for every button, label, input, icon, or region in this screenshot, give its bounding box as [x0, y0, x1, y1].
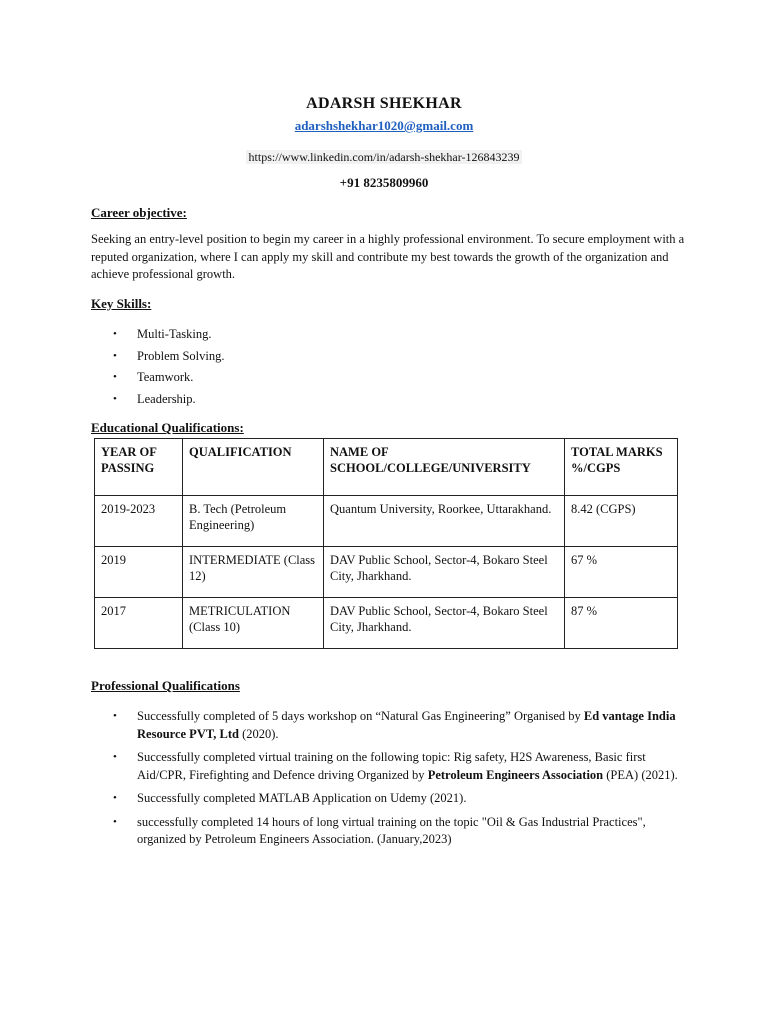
item-text: successfully completed 14 hours of long virtual training on the topic "Oil & Gas Industrial Practices", organized by Petroleum Engineers Association. (January,2023) [137, 814, 646, 846]
item-text-end: (2020). [238, 726, 279, 741]
list-item: • Teamwork. [91, 367, 225, 389]
list-item: • Leadership. [91, 389, 225, 411]
table-row [95, 496, 678, 547]
item-org: Ed vantage India Resource PVT, Ltd [137, 709, 676, 741]
cell-qualification: INTERMEDIATE (Class 12) [183, 547, 324, 598]
professional-heading: Professional Qualifications [91, 678, 240, 693]
cell-qualification: METRICULATION (Class 10) [183, 598, 324, 649]
cell-school: DAV Public School, Sector-4, Bokaro Steel City, Jharkhand. [324, 598, 565, 649]
col-header-qualification: QUALIFICATION [183, 439, 324, 496]
item-text: Successfully completed of 5 days workshop on “Natural Gas Engineering” Organised by [137, 709, 584, 723]
list-item [91, 814, 681, 849]
education-heading-text: Educational Qualifications: [91, 420, 244, 435]
item-text: Successfully completed MATLAB Application on Udemy (2021). [137, 791, 467, 805]
col-header-marks: TOTAL MARKS %/CGPS [565, 439, 678, 496]
email-line [0, 118, 768, 134]
phone-number: +91 8235809960 [339, 175, 429, 190]
key-skills-list [91, 324, 225, 410]
cell-marks: 8.42 (CGPS) [565, 496, 678, 547]
career-objective-heading: Career objective: [91, 205, 187, 220]
list-item: • Multi-Tasking. [91, 324, 225, 346]
list-item: • Problem Solving. [91, 346, 225, 368]
professional-list [91, 708, 681, 855]
education-heading [91, 420, 244, 436]
cell-school: Quantum University, Roorkee, Uttarakhand. [324, 496, 565, 547]
item-org: Petroleum Engineers Association [427, 767, 604, 782]
cell-qualification: B. Tech (Petroleum Engineering) [183, 496, 324, 547]
cell-school: DAV Public School, Sector-4, Bokaro Steel City, Jharkhand. [324, 547, 565, 598]
col-header-year: YEAR OF PASSING [95, 439, 183, 496]
cell-year: 2019-2023 [95, 496, 183, 547]
col-header-school: NAME OF SCHOOL/COLLEGE/UNIVERSITY [324, 439, 565, 496]
table-header-row [95, 439, 678, 496]
table-row [95, 547, 678, 598]
education-table [94, 438, 678, 649]
list-item [91, 749, 681, 784]
item-text-end: (PEA) (2021). [603, 767, 678, 782]
item-text: Successfully completed virtual training on the following topic: Rig safety, H2S Awareness, Basic first Aid/CPR, Firefighting and Defence driving Organized by [137, 750, 646, 782]
key-skills-heading: Key Skills: [91, 296, 152, 311]
linkedin-line [0, 150, 768, 165]
list-item [91, 708, 681, 743]
table-row [95, 598, 678, 649]
cell-marks: 87 % [565, 598, 678, 649]
career-objective-text: Seeking an entry-level position to begin my career in a highly professional environment. To secure employment with a reputed organization, where I can apply my skill and contribute my best towards the growth of the organization and achieve professional growth. [91, 232, 685, 281]
email-link[interactable]: adarshshekhar1020@gmail.com [294, 118, 474, 133]
list-item [91, 790, 681, 808]
cell-marks: 67 % [565, 547, 678, 598]
linkedin-url[interactable]: https://www.linkedin.com/in/adarsh-shekhar-126843239 [246, 150, 523, 164]
cell-year: 2017 [95, 598, 183, 649]
candidate-name: ADARSH SHEKHAR [306, 95, 462, 112]
cell-year: 2019 [95, 547, 183, 598]
